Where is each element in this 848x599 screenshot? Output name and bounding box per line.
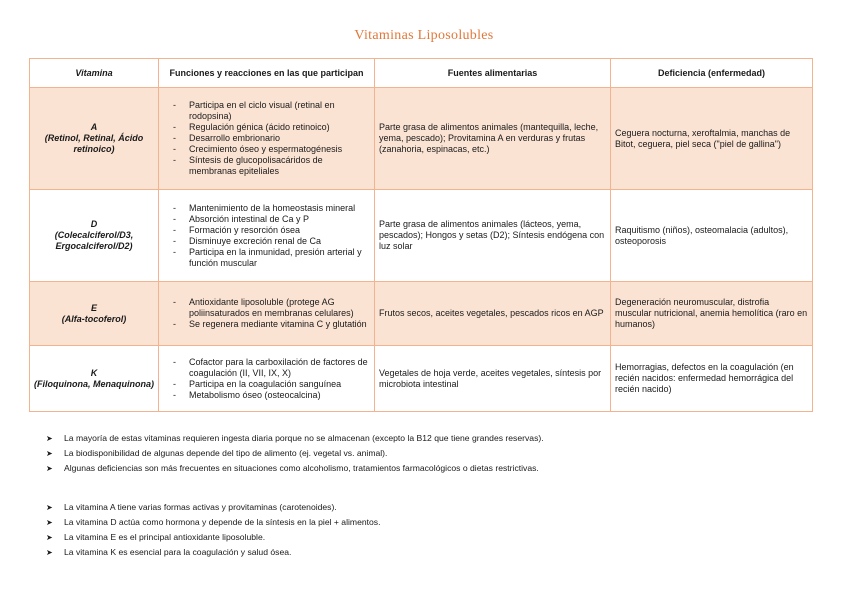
function-item: - Metabolismo óseo (osteocalcina) bbox=[173, 390, 370, 401]
function-item: - Se regenera mediante vitamina C y glutatión bbox=[173, 319, 370, 330]
functions-cell bbox=[159, 346, 375, 412]
function-item: - Absorción intestinal de Ca y P bbox=[173, 214, 370, 225]
function-item: - Cofactor para la carboxilación de factores de coagulación (II, VII, IX, X) bbox=[173, 357, 370, 379]
function-item: - Formación y resorción ósea bbox=[173, 225, 370, 236]
note-text: La vitamina A tiene varias formas activas y provitaminas (carotenoides). bbox=[64, 502, 337, 512]
note-item bbox=[46, 461, 544, 476]
header-vitamin: Vitamina bbox=[30, 59, 159, 88]
table-row-vitamin-d bbox=[30, 190, 813, 282]
header-sources: Fuentes alimentarias bbox=[375, 59, 611, 88]
functions-cell bbox=[159, 190, 375, 282]
vitamin-name: K bbox=[90, 367, 98, 378]
note-item bbox=[46, 500, 380, 515]
arrow-bullet-icon: ➤ bbox=[46, 449, 53, 458]
function-item: - Crecimiento óseo y espermatogénesis bbox=[173, 144, 370, 155]
table-row-vitamin-a bbox=[30, 88, 813, 190]
header-deficiency: Deficiencia (enfermedad) bbox=[611, 59, 813, 88]
table-row-vitamin-e bbox=[30, 282, 813, 346]
notes-group-1 bbox=[46, 431, 544, 476]
deficiency-cell: Ceguera nocturna, xeroftalmia, manchas de Bitot, ceguera, piel seca ("piel de gallina") bbox=[611, 88, 813, 190]
note-text: La mayoría de estas vitaminas requieren ingesta diaria porque no se almacenan (excepto la B12 que tiene grandes reservas). bbox=[64, 433, 544, 443]
vitamin-name: A bbox=[90, 122, 98, 132]
arrow-bullet-icon: ➤ bbox=[46, 503, 53, 512]
function-item: - Desarrollo embrionario bbox=[173, 133, 370, 144]
note-item bbox=[46, 545, 380, 560]
note-text: La vitamina E es el principal antioxidante liposoluble. bbox=[64, 532, 266, 542]
function-item: - Disminuye excreción renal de Ca bbox=[173, 236, 370, 247]
note-text: La vitamina K es esencial para la coagulación y salud ósea. bbox=[64, 547, 292, 557]
header-functions: Funciones y reacciones en las que participan bbox=[159, 59, 375, 88]
vitamin-forms: (Alfa-tocoferol) bbox=[61, 313, 127, 324]
deficiency-cell: Hemorragias, defectos en la coagulación (en recién nacidos: enfermedad hemorrágica del recién nacido) bbox=[611, 346, 813, 412]
arrow-bullet-icon: ➤ bbox=[46, 518, 53, 527]
functions-cell bbox=[159, 88, 375, 190]
table-header-row bbox=[30, 59, 813, 88]
function-item: - Participa en la coagulación sanguínea bbox=[173, 379, 370, 390]
document-title: Vitaminas Liposolubles bbox=[354, 28, 494, 43]
table-row-vitamin-k bbox=[30, 346, 813, 412]
deficiency-cell: Raquitismo (niños), osteomalacia (adultos), osteoporosis bbox=[611, 190, 813, 282]
vitamin-cell bbox=[30, 190, 159, 282]
deficiency-cell: Degeneración neuromuscular, distrofia muscular nutricional, anemia hemolítica (raro en humanos) bbox=[611, 282, 813, 346]
function-item: - Antioxidante liposoluble (protege AG poliinsaturados en membranas celulares) bbox=[173, 297, 370, 319]
note-text: Algunas deficiencias son más frecuentes en situaciones como alcoholismo, tratamientos farmacológicos o dietas restrictivas. bbox=[64, 463, 539, 473]
arrow-bullet-icon: ➤ bbox=[46, 434, 53, 443]
note-item bbox=[46, 515, 380, 530]
vitamin-cell bbox=[30, 88, 159, 190]
note-text: La vitamina D actúa como hormona y depende de la síntesis en la piel + alimentos. bbox=[64, 517, 381, 527]
sources-cell: Parte grasa de alimentos animales (lácteos, yema, pescados); Hongos y setas (D2); Síntesis endógena con luz solar bbox=[375, 190, 611, 282]
function-item: - Participa en el ciclo visual (retinal en rodopsina) bbox=[173, 100, 370, 122]
sources-cell: Frutos secos, aceites vegetales, pescados ricos en AGP bbox=[375, 282, 611, 346]
arrow-bullet-icon: ➤ bbox=[46, 548, 53, 557]
arrow-bullet-icon: ➤ bbox=[46, 533, 53, 542]
vitamin-forms: (Colecalciferol/D3, Ergocalciferol/D2) bbox=[54, 230, 134, 251]
vitamin-name: E bbox=[90, 302, 97, 313]
vitamins-table bbox=[29, 58, 813, 412]
note-text: La biodisponibilidad de algunas depende del tipo de alimento (ej. vegetal vs. animal). bbox=[64, 448, 388, 458]
functions-cell bbox=[159, 282, 375, 346]
function-item: - Mantenimiento de la homeostasis mineral bbox=[173, 203, 370, 214]
vitamin-forms: (Filoquinona, Menaquinona) bbox=[34, 378, 154, 389]
note-item bbox=[46, 530, 380, 545]
sources-cell: Parte grasa de alimentos animales (mantequilla, leche, yema, pescado); Provitamina A en verduras y frutas (zanahoria, espinacas, etc.) bbox=[375, 88, 611, 190]
note-item bbox=[46, 446, 544, 461]
function-item: - Participa en la inmunidad, presión arterial y función muscular bbox=[173, 247, 370, 269]
vitamin-forms: (Retinol, Retinal, Ácido retinoico) bbox=[44, 133, 144, 154]
function-item: - Regulación génica (ácido retinoico) bbox=[173, 122, 370, 133]
sources-cell: Vegetales de hoja verde, aceites vegetales, síntesis por microbiota intestinal bbox=[375, 346, 611, 412]
arrow-bullet-icon: ➤ bbox=[46, 464, 53, 473]
vitamin-cell bbox=[30, 282, 159, 346]
vitamin-name: D bbox=[90, 219, 98, 229]
note-item bbox=[46, 431, 544, 446]
function-item: - Síntesis de glucopolisacáridos de membranas epiteliales bbox=[173, 155, 370, 177]
vitamin-cell bbox=[30, 346, 159, 412]
notes-group-2 bbox=[46, 500, 380, 560]
